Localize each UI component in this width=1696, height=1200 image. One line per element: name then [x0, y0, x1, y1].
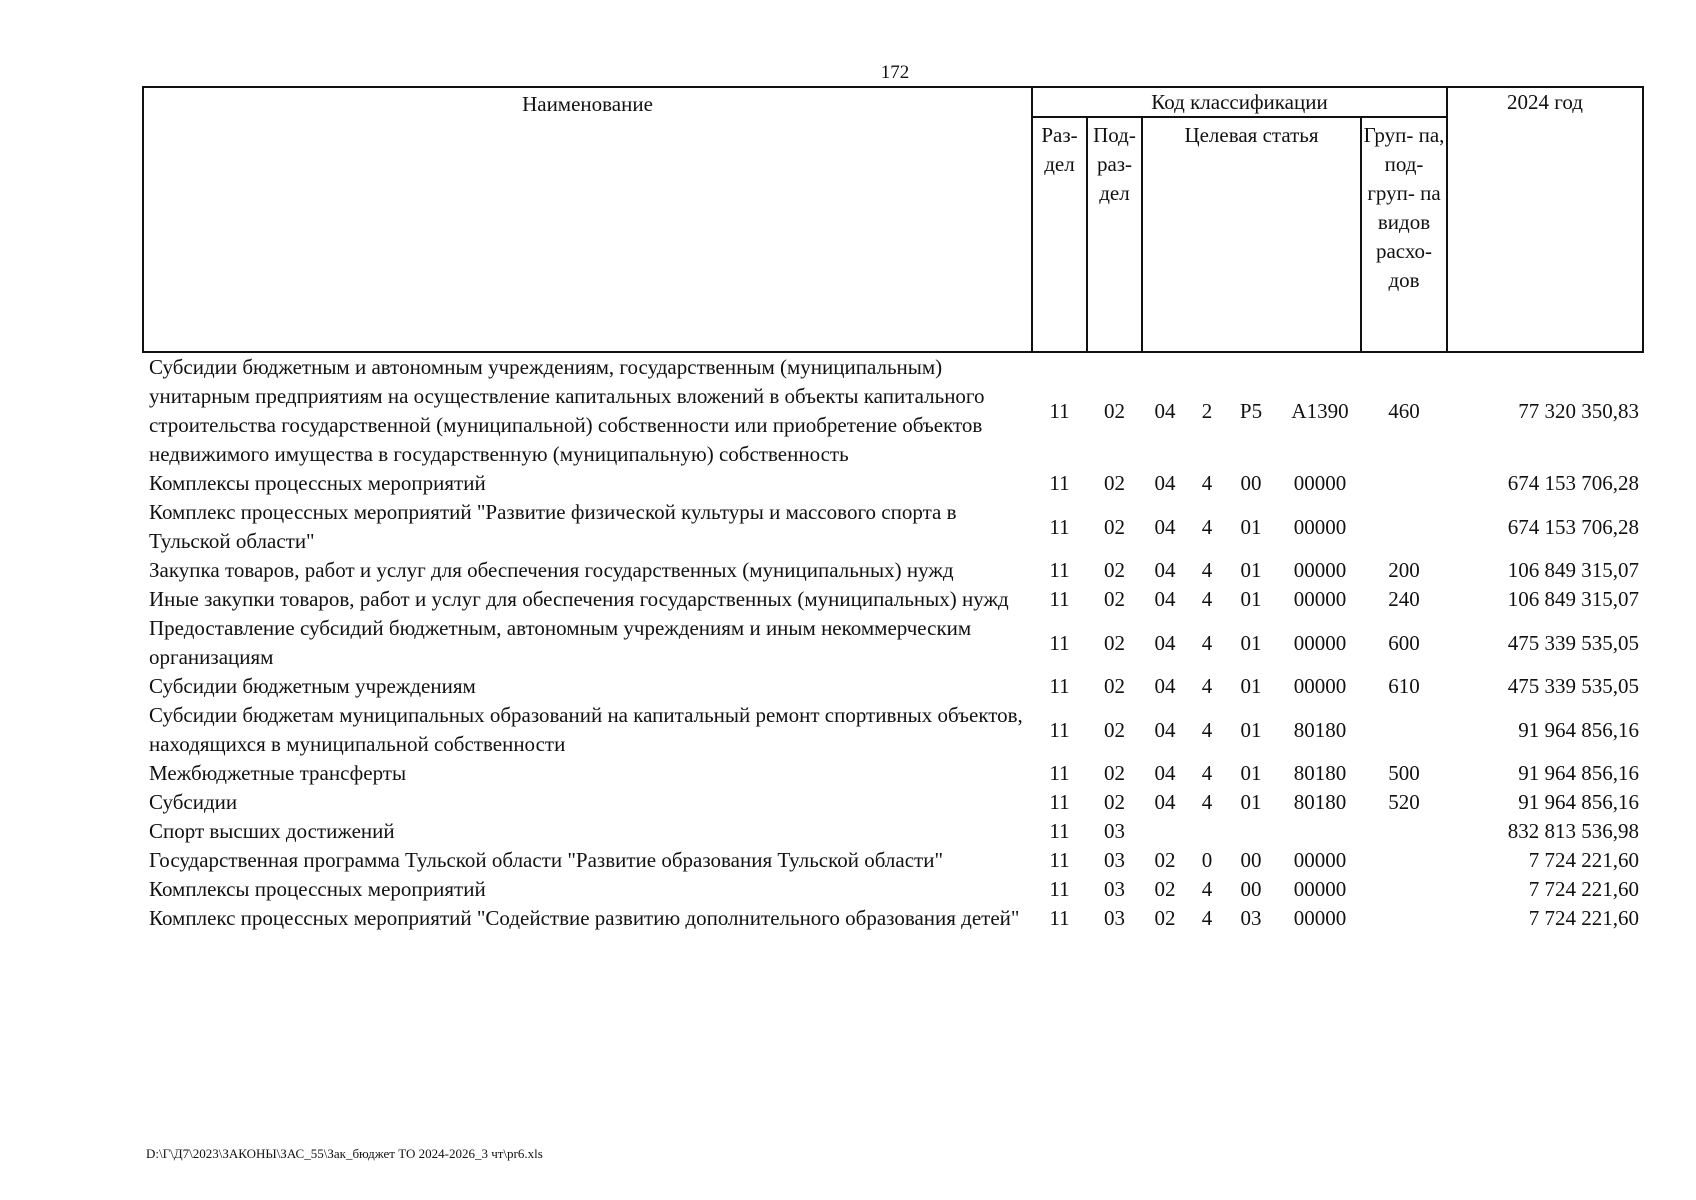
row-expense-group — [1361, 846, 1447, 875]
row-name: Предоставление субсидий бюджетным, автономным учреждениям и иным некоммерческим организациям — [149, 616, 972, 669]
table-row — [143, 759, 1643, 788]
target-direction: 00000 — [1293, 471, 1347, 495]
row-expense-group — [1361, 498, 1447, 556]
table-row — [143, 846, 1643, 875]
row-podrazdel: 02 — [1104, 674, 1125, 698]
target-direction: 00000 — [1293, 877, 1347, 901]
row-podrazdel: 02 — [1104, 790, 1125, 814]
row-razdel: 11 — [1049, 848, 1070, 872]
row-amount: 7 724 221,60 — [1528, 877, 1640, 901]
target-sub: 01 — [1240, 630, 1262, 655]
table-row — [143, 614, 1643, 672]
row-amount: 77 320 350,83 — [1518, 398, 1640, 423]
row-expense-group — [1361, 701, 1447, 759]
target-program: 04 — [1154, 717, 1176, 742]
target-program: 04 — [1154, 514, 1176, 539]
table-body — [143, 352, 1643, 933]
target-type: 4 — [1201, 471, 1213, 495]
header-name: Наименование — [143, 87, 1032, 352]
row-podrazdel: 02 — [1104, 717, 1125, 742]
row-expense-group: 520 — [1388, 790, 1420, 814]
row-amount: 674 153 706,28 — [1507, 514, 1640, 539]
target-type: 2 — [1201, 398, 1213, 423]
target-sub: 03 — [1240, 906, 1262, 930]
target-sub: 00 — [1240, 877, 1262, 901]
row-amount: 91 964 856,16 — [1518, 790, 1640, 814]
row-amount: 832 813 536,98 — [1507, 819, 1640, 843]
target-program: 02 — [1154, 848, 1176, 872]
row-razdel: 11 — [1049, 717, 1070, 742]
page-number: 172 — [880, 62, 910, 83]
row-expense-group: 240 — [1388, 587, 1420, 611]
header-year: 2024 год — [1447, 87, 1643, 352]
budget-table — [142, 86, 1644, 933]
row-expense-group — [1361, 817, 1447, 846]
target-type: 4 — [1201, 674, 1213, 698]
row-razdel: 11 — [1049, 790, 1070, 814]
row-target-article — [1142, 672, 1361, 701]
target-direction: 00000 — [1293, 630, 1347, 655]
row-name: Комплексы процессных мероприятий — [149, 471, 486, 495]
header-target: Целевая статья — [1142, 117, 1361, 352]
table-row — [143, 352, 1643, 469]
target-program: 04 — [1154, 398, 1176, 423]
target-type: 4 — [1201, 717, 1213, 742]
row-target-article — [1142, 904, 1361, 933]
target-sub: 01 — [1240, 587, 1262, 611]
target-sub: 01 — [1240, 558, 1262, 582]
table-row — [143, 672, 1643, 701]
target-type: 4 — [1201, 877, 1213, 901]
row-target-article — [1142, 759, 1361, 788]
header-group: Груп- па, под- груп- па видов расхо- дов — [1361, 117, 1447, 352]
target-sub: 01 — [1240, 514, 1262, 539]
target-type: 4 — [1201, 514, 1213, 539]
row-razdel: 11 — [1049, 558, 1070, 582]
row-name: Иные закупки товаров, работ и услуг для обеспечения государственных (муниципальных) нужд — [149, 587, 1009, 611]
header-razdel: Раз- дел — [1032, 117, 1087, 352]
row-expense-group — [1361, 904, 1447, 933]
row-target-article — [1142, 817, 1361, 846]
row-podrazdel: 02 — [1104, 558, 1125, 582]
target-type: 4 — [1201, 761, 1213, 785]
target-program: 04 — [1154, 558, 1176, 582]
row-name: Субсидии — [149, 790, 238, 814]
row-podrazdel: 02 — [1104, 398, 1125, 423]
row-amount: 475 339 535,05 — [1507, 674, 1640, 698]
target-program: 02 — [1154, 906, 1176, 930]
table-row — [143, 701, 1643, 759]
row-target-article — [1142, 701, 1361, 759]
row-expense-group: 600 — [1388, 630, 1420, 655]
row-amount: 475 339 535,05 — [1507, 630, 1640, 655]
row-name: Закупка товаров, работ и услуг для обеспечения государственных (муниципальных) нужд — [149, 558, 954, 582]
row-amount: 106 849 315,07 — [1507, 587, 1640, 611]
row-name: Комплекс процессных мероприятий "Содействие развитию дополнительного образования детей" — [149, 906, 1020, 930]
target-type: 4 — [1201, 587, 1213, 611]
row-razdel: 11 — [1049, 674, 1070, 698]
budget-table-container — [142, 86, 1642, 933]
target-sub: 01 — [1240, 790, 1262, 814]
header-podrazdel: Под- раз- дел — [1087, 117, 1142, 352]
table-header — [143, 87, 1643, 352]
row-name: Субсидии бюджетным учреждениям — [149, 674, 476, 698]
row-amount: 106 849 315,07 — [1507, 558, 1640, 582]
target-direction: A1390 — [1291, 398, 1349, 423]
row-amount: 91 964 856,16 — [1518, 761, 1640, 785]
row-name: Межбюджетные трансферты — [149, 761, 407, 785]
row-target-article — [1142, 352, 1361, 469]
target-sub: P5 — [1239, 398, 1263, 423]
row-razdel: 11 — [1049, 471, 1070, 495]
target-type: 4 — [1201, 906, 1213, 930]
table-row — [143, 817, 1643, 846]
target-sub: 01 — [1240, 761, 1262, 785]
target-type: 4 — [1201, 630, 1213, 655]
table-row — [143, 875, 1643, 904]
target-program: 04 — [1154, 761, 1176, 785]
row-razdel: 11 — [1049, 630, 1070, 655]
row-podrazdel: 02 — [1104, 514, 1125, 539]
row-amount: 7 724 221,60 — [1528, 906, 1640, 930]
target-direction: 80180 — [1293, 717, 1347, 742]
target-type: 0 — [1201, 848, 1213, 872]
row-razdel: 11 — [1049, 514, 1070, 539]
target-sub: 00 — [1240, 471, 1262, 495]
row-razdel: 11 — [1049, 587, 1070, 611]
row-target-article — [1142, 585, 1361, 614]
target-sub: 01 — [1240, 674, 1262, 698]
row-amount: 91 964 856,16 — [1518, 717, 1640, 742]
header-code: Код классификации — [1032, 87, 1447, 117]
row-razdel: 11 — [1049, 877, 1070, 901]
row-name: Комплекс процессных мероприятий "Развитие физической культуры и массового спорта в Тульской области" — [149, 500, 957, 553]
row-expense-group: 200 — [1388, 558, 1420, 582]
table-row — [143, 585, 1643, 614]
target-program: 04 — [1154, 471, 1176, 495]
row-podrazdel: 03 — [1104, 906, 1125, 930]
target-direction: 00000 — [1293, 674, 1347, 698]
target-direction: 00000 — [1293, 587, 1347, 611]
target-direction: 00000 — [1293, 558, 1347, 582]
row-razdel: 11 — [1049, 398, 1070, 423]
row-target-article — [1142, 556, 1361, 585]
row-name: Спорт высших достижений — [149, 819, 395, 843]
row-podrazdel: 02 — [1104, 761, 1125, 785]
table-row — [143, 498, 1643, 556]
table-row — [143, 788, 1643, 817]
row-target-article — [1142, 498, 1361, 556]
row-target-article — [1142, 788, 1361, 817]
target-sub: 00 — [1240, 848, 1262, 872]
target-type: 4 — [1201, 790, 1213, 814]
row-expense-group: 610 — [1388, 674, 1420, 698]
row-amount: 7 724 221,60 — [1528, 848, 1640, 872]
target-program: 04 — [1154, 790, 1176, 814]
row-target-article — [1142, 469, 1361, 498]
target-program: 04 — [1154, 587, 1176, 611]
row-podrazdel: 03 — [1104, 819, 1125, 843]
row-target-article — [1142, 875, 1361, 904]
row-name: Субсидии бюджетным и автономным учреждениям, государственным (муниципальным) унитарным предприятиям на осуществление капитальных вложений в объекты капитального строительства государственной (муниципальной) собственности или приобретение объектов недвижимого имущества в государственную (муниципальную) собственность — [149, 355, 985, 466]
row-amount: 674 153 706,28 — [1507, 471, 1640, 495]
target-direction: 00000 — [1293, 514, 1347, 539]
row-target-article — [1142, 846, 1361, 875]
table-row — [143, 904, 1643, 933]
row-name: Государственная программа Тульской области "Развитие образования Тульской области" — [149, 848, 944, 872]
target-program: 04 — [1154, 674, 1176, 698]
target-direction: 80180 — [1293, 790, 1347, 814]
row-name: Комплексы процессных мероприятий — [149, 877, 486, 901]
target-sub: 01 — [1240, 717, 1262, 742]
row-target-article — [1142, 614, 1361, 672]
target-direction: 00000 — [1293, 848, 1347, 872]
target-type: 4 — [1201, 558, 1213, 582]
row-name: Субсидии бюджетам муниципальных образований на капитальный ремонт спортивных объектов, находящихся в муниципальной собственности — [149, 703, 1023, 756]
row-podrazdel: 02 — [1104, 630, 1125, 655]
table-row — [143, 469, 1643, 498]
row-expense-group — [1361, 875, 1447, 904]
row-podrazdel: 02 — [1104, 471, 1125, 495]
row-razdel: 11 — [1049, 906, 1070, 930]
footer-file-path: D:\Г\Д7\2023\ЗАКОНЫ\ЗАС_55\Зак_бюджет ТО 2024-2026_3 чт\pr6.xls — [146, 1146, 543, 1161]
row-expense-group: 460 — [1388, 398, 1420, 423]
target-direction: 00000 — [1293, 906, 1347, 930]
target-direction: 80180 — [1293, 761, 1347, 785]
target-program: 02 — [1154, 877, 1176, 901]
row-podrazdel: 02 — [1104, 587, 1125, 611]
row-expense-group: 500 — [1388, 761, 1420, 785]
row-podrazdel: 03 — [1104, 848, 1125, 872]
target-program: 04 — [1154, 630, 1176, 655]
table-row — [143, 556, 1643, 585]
row-razdel: 11 — [1049, 819, 1070, 843]
row-podrazdel: 03 — [1104, 877, 1125, 901]
row-expense-group — [1361, 469, 1447, 498]
row-razdel: 11 — [1049, 761, 1070, 785]
